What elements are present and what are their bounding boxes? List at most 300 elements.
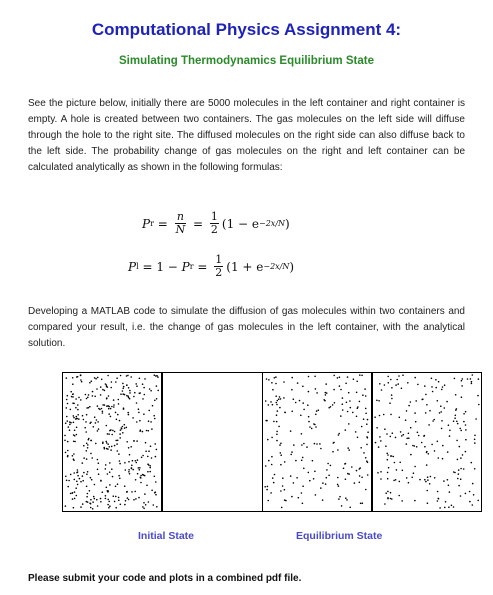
molecule-dot [443,480,445,482]
molecule-dot [356,416,358,418]
molecule-dot [314,471,316,473]
molecule-dot [357,407,359,409]
molecule-dot [421,399,423,401]
molecule-dot [475,418,477,420]
molecule-dot [66,377,68,379]
molecule-dot [103,447,105,449]
molecule-dot [115,412,117,414]
molecule-dot [425,412,427,414]
molecule-dot [72,498,74,500]
molecule-dot [278,426,280,428]
molecule-dot [118,399,120,401]
molecule-dot [126,441,128,443]
molecule-dot [110,416,112,418]
molecule-dot [157,376,159,378]
molecule-dot [357,437,359,439]
molecule-dot [413,472,415,474]
molecule-dot [361,426,363,428]
molecule-dot [70,493,72,495]
molecule-dot [345,429,347,431]
pl-exponent: −2x/N [263,262,290,271]
molecule-dot [99,409,101,411]
molecule-dot [89,490,91,492]
molecule-dot [327,463,329,465]
molecule-dot [109,484,111,486]
molecule-dot [151,457,153,459]
molecule-dot [81,381,83,383]
molecule-dot [454,417,456,419]
molecule-dot [434,477,436,479]
molecule-dot [330,465,332,467]
molecule-dot [366,423,368,425]
molecule-dot [75,398,77,400]
molecule-dot [90,499,92,501]
molecule-dot [100,480,102,482]
molecule-dot [449,435,451,437]
molecule-dot [137,459,139,461]
molecule-dot [151,428,153,430]
molecule-dot [457,423,459,425]
molecule-dot [65,452,67,454]
molecule-dot [76,427,78,429]
molecule-dot [390,498,392,500]
molecule-dot [440,411,442,413]
molecule-dot [303,409,305,411]
molecule-dot [142,431,144,433]
molecule-dot [155,375,157,377]
molecule-dot [147,463,149,465]
molecule-dot [391,387,393,389]
molecule-dot [301,433,303,435]
molecule-dot [460,468,462,470]
molecule-dot [456,421,458,423]
molecule-dot [104,404,106,406]
molecule-dot [291,377,293,379]
molecule-dot [315,494,317,496]
molecule-dot [115,381,117,383]
molecule-dot [76,434,78,436]
molecule-dot [85,421,87,423]
molecule-dot [86,501,88,503]
molecule-dot [408,433,410,435]
molecule-dot [73,441,75,443]
molecule-dot [97,377,99,379]
pl-paren-open: (1 + e [226,259,264,274]
molecule-dot [472,374,474,376]
molecule-dot [311,428,313,430]
molecule-dot [118,500,120,502]
molecule-dot [264,486,266,488]
molecule-dot [270,492,272,494]
molecule-dot [86,443,88,445]
molecule-dot [442,445,444,447]
molecule-dot [337,449,339,451]
molecule-dot [156,398,158,400]
molecule-dot [83,472,85,474]
molecule-dot [442,458,444,460]
molecule-dot [136,440,138,442]
molecule-dot [100,386,102,388]
molecule-dot [91,457,93,459]
molecule-dot [82,503,84,505]
molecule-dot [67,420,69,422]
molecule-dot [67,456,69,458]
formula-pr: P r = $\frac{n}{N}$ = $\frac{1}{2}$ (1 − e −2x/N ) [142,210,290,236]
equilibrium-state-label: Equilibrium State [296,530,383,542]
molecule-dot [266,489,268,491]
molecule-dot [375,442,377,444]
molecule-dot [110,429,112,431]
molecule-dot [459,428,461,430]
molecule-dot [132,417,134,419]
molecule-dot [387,497,389,499]
molecule-dot [308,391,310,393]
molecule-dot [154,476,156,478]
molecule-dot [431,386,433,388]
molecule-dot [430,476,432,478]
molecule-dot [117,450,119,452]
molecule-dot [144,493,146,495]
molecule-dot [136,421,138,423]
molecule-dot [134,392,136,394]
molecule-dot [127,497,129,499]
molecule-dot [75,418,77,420]
molecule-dot [320,487,322,489]
molecule-dot [88,394,90,396]
molecule-dot [83,419,85,421]
frac-denominator: N [175,223,186,236]
molecule-dot [328,407,330,409]
equilibrium-state-container-diagram [262,372,482,512]
molecule-dot [383,414,385,416]
molecule-dot [109,471,111,473]
molecule-dot [405,419,407,421]
molecule-dot [444,407,446,409]
molecule-dot [138,412,140,414]
molecule-dot [352,412,354,414]
molecule-dot [143,387,145,389]
molecule-dot [118,403,120,405]
molecule-dot [126,375,128,377]
molecule-dot [339,376,341,378]
molecule-dot [428,424,430,426]
initial-state-container-diagram [62,372,282,512]
molecule-dot [132,469,134,471]
molecule-dot [367,431,369,433]
molecule-dot [88,439,90,441]
molecule-dot [465,429,467,431]
molecule-dot [155,481,157,483]
molecule-dot [282,477,284,479]
molecule-dot [91,380,93,382]
molecule-dot [69,429,71,431]
molecule-dot [377,472,379,474]
molecule-dot [147,456,149,458]
molecule-dot [67,486,69,488]
molecule-dot [80,506,82,508]
molecule-dot [273,421,275,423]
molecule-dot [467,378,469,380]
molecule-dot [108,413,110,415]
molecule-dot [113,404,115,406]
molecule-dot [346,402,348,404]
molecule-dot [293,398,295,400]
molecule-dot [334,402,336,404]
molecule-dot [325,392,327,394]
molecule-dot [150,390,152,392]
molecule-dot [152,405,154,407]
molecule-dot [128,471,130,473]
molecule-dot [122,393,124,395]
molecule-dot [116,377,118,379]
molecule-dot [107,375,109,377]
molecule-dot [417,432,419,434]
molecule-dot [276,404,278,406]
molecule-dot [440,405,442,407]
molecule-dot [108,408,110,410]
molecule-dot [145,504,147,506]
molecule-dot [473,494,475,496]
molecule-dot [139,430,141,432]
molecule-dot [97,505,99,507]
molecule-dot [95,443,97,445]
molecule-dot [275,383,277,385]
molecule-dot [115,507,117,509]
molecule-dot [267,486,269,488]
molecule-dot [347,411,349,413]
molecule-dot [314,443,316,445]
molecule-dot [359,482,361,484]
molecule-dot [478,404,480,406]
molecule-dot [367,474,369,476]
molecule-dot [291,451,293,453]
molecule-dot [309,426,311,428]
molecule-dot [453,420,455,422]
molecule-dot [102,411,104,413]
equilibrium-state-molecules [263,373,481,511]
fraction-half [210,211,219,236]
molecule-dot [130,376,132,378]
molecule-dot [415,421,417,423]
molecule-dot [387,472,389,474]
formula-pl: P l = 1 − P r = $\frac{1}{2}$ (1 + e −2x/N ) [128,253,295,279]
molecule-dot [133,499,135,501]
molecule-dot [276,434,278,436]
molecule-dot [293,482,295,484]
molecule-dot [92,395,94,397]
molecule-dot [442,386,444,388]
molecule-dot [462,454,464,456]
molecule-dot [86,458,88,460]
molecule-dot [291,389,293,391]
molecule-dot [462,378,464,380]
molecule-dot [363,452,365,454]
molecule-dot [110,387,112,389]
molecule-dot [345,383,347,385]
molecule-dot [431,378,433,380]
molecule-dot [101,408,103,410]
molecule-dot [344,463,346,465]
molecule-dot [348,449,350,451]
molecule-dot [302,386,304,388]
molecule-dot [424,479,426,481]
molecule-dot [66,416,68,418]
molecule-dot [313,478,315,480]
molecule-dot [276,402,278,404]
molecule-dot [101,379,103,381]
molecule-dot [401,388,403,390]
molecule-dot [149,465,151,467]
molecule-dot [438,457,440,459]
molecule-dot [449,491,451,493]
molecule-dot [120,393,122,395]
molecule-dot [279,407,281,409]
molecule-dot [143,413,145,415]
molecule-dot [431,444,433,446]
molecule-dot [67,403,69,405]
molecule-dot [338,434,340,436]
molecule-dot [122,383,124,385]
molecule-dot [65,505,67,507]
molecule-dot [348,392,350,394]
molecule-dot [455,415,457,417]
molecule-dot [87,471,89,473]
molecule-dot [97,469,99,471]
molecule-dot [395,437,397,439]
molecule-dot [128,387,130,389]
molecule-dot [106,398,108,400]
molecule-dot [355,431,357,433]
molecule-dot [274,377,276,379]
molecule-dot [338,433,340,435]
molecule-dot [361,375,363,377]
molecule-dot [366,444,368,446]
molecule-dot [75,487,77,489]
molecule-dot [83,445,85,447]
molecule-dot [314,376,316,378]
molecule-dot [410,454,412,456]
molecule-dot [291,411,293,413]
molecule-dot [469,501,471,503]
molecule-dot [115,440,117,442]
molecule-dot [302,457,304,459]
molecule-dot [302,485,304,487]
molecule-dot [121,427,123,429]
molecule-dot [359,468,361,470]
molecule-dot [390,492,392,494]
molecule-dot [134,491,136,493]
molecule-dot [117,483,119,485]
molecule-dot [138,408,140,410]
molecule-dot [73,453,75,455]
molecule-dot [444,384,446,386]
molecule-dot [414,412,416,414]
molecule-dot [95,422,97,424]
molecule-dot [100,498,102,500]
molecule-dot [418,435,420,437]
molecule-dot [406,477,408,479]
molecule-dot [72,383,74,385]
half2-numerator: 1 [215,253,223,266]
molecule-dot [398,495,400,497]
molecule-dot [142,506,144,508]
molecule-dot [455,394,457,396]
molecule-dot [77,469,79,471]
molecule-dot [157,390,159,392]
molecule-dot [98,473,100,475]
molecule-dot [362,502,364,504]
molecule-dot [376,427,378,429]
molecule-dot [439,507,441,509]
molecule-dot [411,477,413,479]
molecule-dot [402,374,404,376]
molecule-dot [92,501,94,503]
molecule-dot [123,408,125,410]
molecule-dot [313,423,315,425]
molecule-dot [325,383,327,385]
molecule-dot [272,404,274,406]
molecule-dot [402,470,404,472]
molecule-dot [399,417,401,419]
half2-denominator: 2 [215,266,223,279]
molecule-dot [108,507,110,509]
molecule-dot [290,430,292,432]
molecule-dot [148,420,150,422]
task-paragraph: Developing a MATLAB code to simulate the diffusion of gas molecules within two containers and compared your result, i.e. the change of gas molecules in the left container, with the analytical solution. [28,306,465,349]
molecule-dot [380,471,382,473]
molecule-dot [333,375,335,377]
molecule-dot [279,444,281,446]
molecule-dot [128,414,130,416]
molecule-dot [343,468,345,470]
molecule-dot [105,464,107,466]
molecule-dot [477,395,479,397]
molecule-dot [384,428,386,430]
molecule-dot [284,412,286,414]
molecule-dot [104,390,106,392]
molecule-dot [111,468,113,470]
molecule-dot [131,465,133,467]
molecule-dot [295,460,297,462]
molecule-dot [453,506,455,508]
molecule-dot [150,421,152,423]
molecule-dot [64,435,66,437]
fraction-n-over-N [175,211,187,236]
molecule-dot [125,500,127,502]
molecule-dot [303,468,305,470]
molecule-dot [345,478,347,480]
molecule-dot [97,405,99,407]
half-numerator: 1 [210,210,218,223]
molecule-dot [342,397,344,399]
molecule-dot [340,415,342,417]
molecule-dot [399,481,401,483]
molecule-dot [66,407,68,409]
molecule-dot [300,415,302,417]
molecule-dot [108,395,110,397]
molecule-dot [360,503,362,505]
molecule-dot [396,379,398,381]
pl-symbol: P [128,259,137,274]
molecule-dot [156,449,158,451]
molecule-dot [70,391,72,393]
molecule-dot [359,475,361,477]
molecule-dot [150,445,152,447]
molecule-dot [118,497,120,499]
molecule-dot [423,435,425,437]
molecule-dot [111,406,113,408]
molecule-dot [73,415,75,417]
